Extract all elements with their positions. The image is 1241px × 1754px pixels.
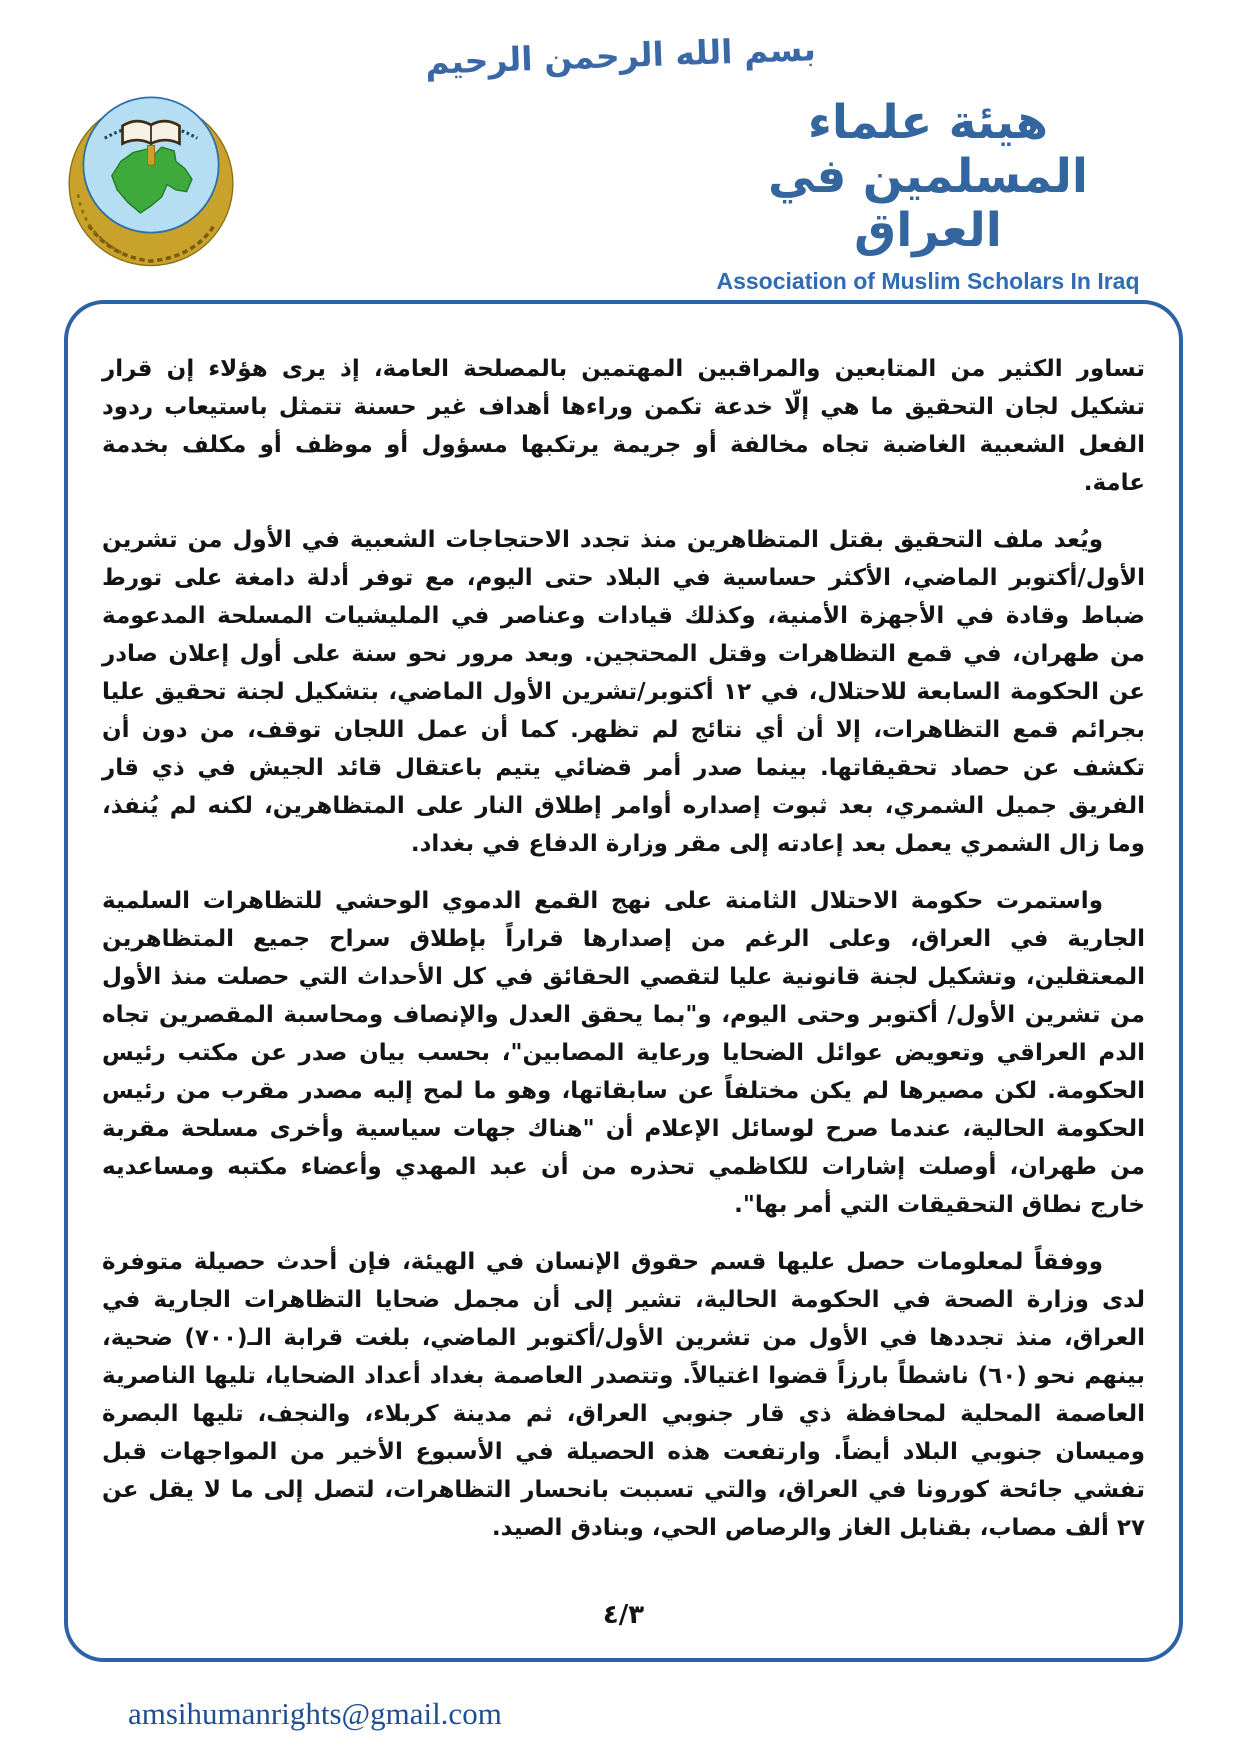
amsi-logo (62, 92, 240, 270)
page-number: ٤/٣ (602, 1600, 645, 1630)
org-name-arabic-calligraphy: هيئة علماء المسلمين في العراق (768, 95, 1088, 259)
org-name-english: Association of Muslim Scholars In Iraq (716, 268, 1140, 295)
paragraph-3: واستمرت حكومة الاحتلال الثامنة على نهج القمع الدموي الوحشي للتظاهرات السلمية الجارية في العراق، وعلى الرغم من إصدارها قراراً بإطلاق سراح جميع المتظاهرين المعتقلين، وتشكيل لجنة قانونية عليا لتقصي الحقائق في كل الأحداث التي حصلت منذ الأول من تشرين الأول/ أكتوبر وحتى اليوم، و"بما يحقق العدل والإنصاف ومحاسبة المقصرين تجاه الدم العراقي وتعويض عوائل الضحايا ورعاية المصابين"، بحسب بيان صدر عن مكتب رئيس الحكومة. لكن مصيرها لم يكن مختلفاً عن سابقاتها، وهو ما لمح إليه مصدر مقرب من رئيس الحكومة الحالية، عندما صرح لوسائل الإعلام أن "هناك جهات سياسية وأخرى مسلحة مقربة من طهران، أوصلت إشارات للكاظمي تحذره من أن عبد المهدي وأعضاء مكتبه ومساعديه خارج نطاق التحقيقات التي أمر بها". (102, 888, 1145, 1218)
amsi-logo-graphic (62, 92, 240, 270)
book-stand (147, 145, 154, 165)
bismillah-calligraphy: بسم الله الرحمن الرحيم (424, 29, 817, 82)
paragraph-4: ووفقاً لمعلومات حصل عليها قسم حقوق الإنسان في الهيئة، فإن أحدث حصيلة متوفرة لدى وزارة الصحة في الحكومة الحالية، تشير إلى أن مجمل ضحايا التظاهرات الجارية في العراق، منذ تجددها في الأول من تشرين الأول/أكتوبر الماضي، بلغت قرابة الـ(٧٠٠) ضحية، بينهم نحو (٦٠) ناشطاً بارزاً قضوا اغتيالاً. وتتصدر العاصمة بغداد أعداد الضحايا، تليها الناصرية العاصمة المحلية لمحافظة ذي قار جنوبي العراق، ثم مدينة كربلاء، والنجف، تليها البصرة وميسان جنوبي البلاد أيضاً. وارتفعت هذه الحصيلة في الأسبوع الأخير من المواجهات قبل تفشي جائحة كورونا في العراق، والتي تسببت بانحسار التظاهرات، لتصل إلى ما لا يقل عن ٢٧ ألف مصاب، بقنابل الغاز والرصاص الحي، وبنادق الصيد. (102, 1249, 1146, 1541)
paragraph-2: ويُعد ملف التحقيق بقتل المتظاهرين منذ تجدد الاحتجاجات الشعبية في الأول من تشرين الأول/أكتوبر الماضي، الأكثر حساسية في البلاد حتى اليوم، مع توفر أدلة دامغة على تورط ضباط وقادة في الأجهزة الأمنية، وكذلك قيادات وعناصر في المليشيات المسلحة المدعومة من طهران، في قمع التظاهرات وقتل المحتجين. وبعد مرور نحو سنة على أول إعلان صادر عن الحكومة السابعة للاحتلال، في ١٢ أكتوبر/تشرين الأول الماضي، بتشكيل لجنة تحقيق عليا بجرائم قمع التظاهرات، إلا أن أي نتائج لم تظهر. كما أن عمل اللجان توقف، من دون أن تكشف عن حصاد تحقيقاتها. بينما صدر أمر قضائي يتيم باعتقال قائد الجيش في ذي قار الفريق جميل الشمري، بعد ثبوت إصداره أوامر إطلاق النار على المتظاهرين، لكنه لم يُنفذ، وما زال الشمري يعمل بعد إعادته إلى مقر وزارة الدفاع في بغداد. (102, 527, 1145, 857)
email-link[interactable]: amsihumanrights@gmail.com (128, 1696, 502, 1731)
paragraph-1: تساور الكثير من المتابعين والمراقبين المهتمين بالمصلحة العامة، إذ يرى هؤلاء إن قرار تشكيل لجان التحقيق ما هي إلّا خدعة تكمن وراءها أهداف غير حسنة تتمثل باستيعاب ردود الفعل الشعبية الغاضبة تجاه مخالفة أو جريمة يرتكبها مسؤول أو موظف أو مكلف بخدمة عامة. (102, 356, 1145, 496)
content-box (64, 300, 1183, 1662)
